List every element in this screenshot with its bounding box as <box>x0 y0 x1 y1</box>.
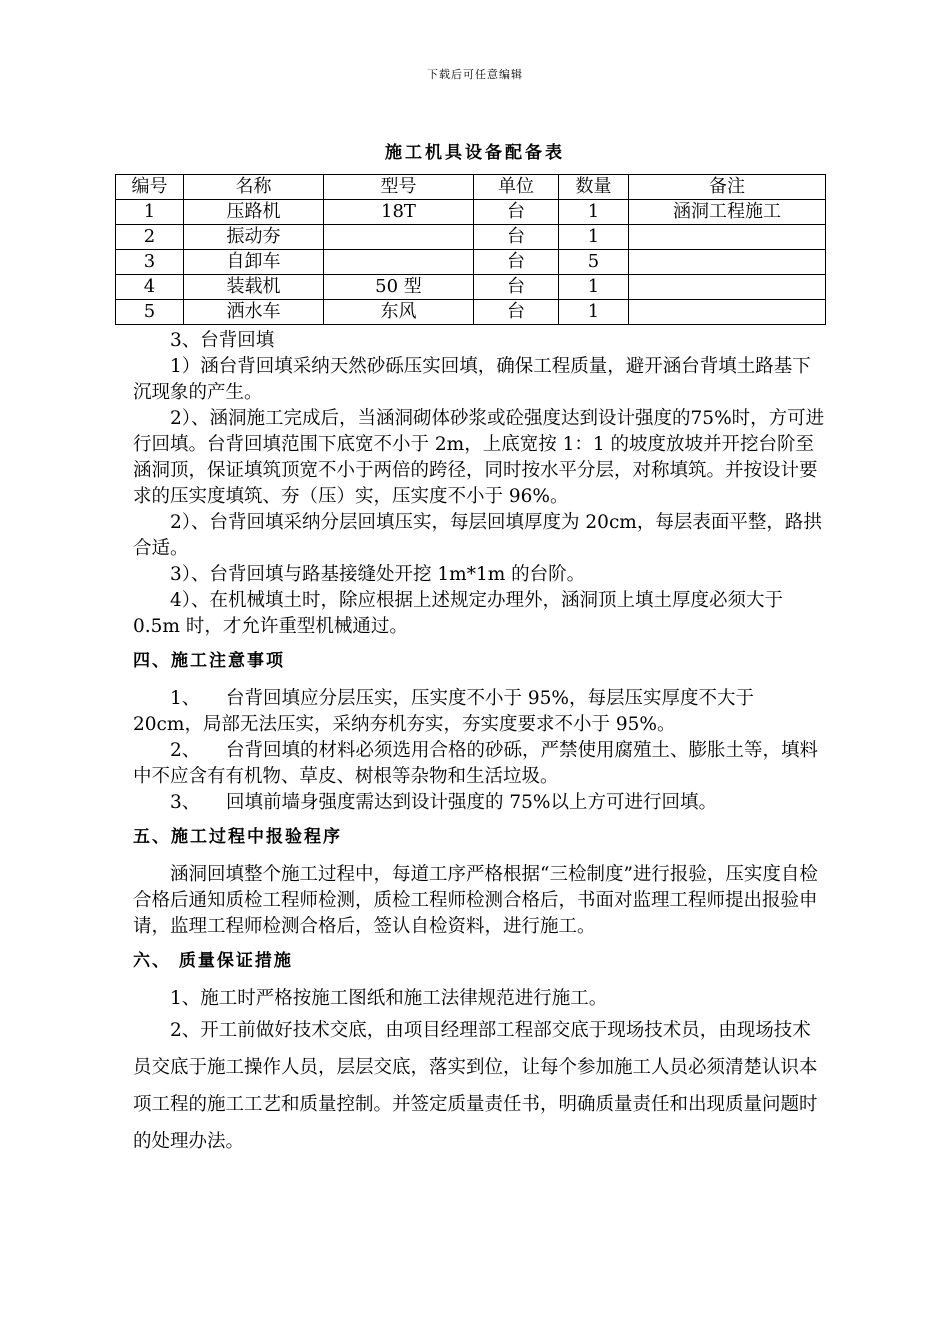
list-item <box>133 686 829 738</box>
equipment-table <box>115 174 826 325</box>
cell-quantity: 1 <box>559 225 629 250</box>
cell-quantity: 1 <box>559 275 629 300</box>
cell-number: 2 <box>116 225 184 250</box>
cell-unit: 台 <box>474 250 559 275</box>
section4-heading: 四、施工注意事项 <box>133 651 285 671</box>
table-row <box>116 250 826 275</box>
section3-paragraph: 2）、涵洞施工完成后，当涵洞砌体砂浆或砼强度达到设计强度的75%时，方可进行回填。台背回填范围下底宽不小于 2m，上底宽按 1：1 的坡度放坡并开挖台阶至涵洞顶，保证填筑顶宽不小于两倍的跨径，同时按水平分层，对称填筑。并按设计要求的压实度填筑、夯（压）实，压实度不小于 96%。 <box>133 408 825 507</box>
section6-paragraph: 2、开工前做好技术交底，由项目经理部工程部交底于现场技术员，由现场技术员交底于施工操作人员，层层交底，落实到位，让每个参加施工人员必须清楚认识本项工程的施工工艺和质量控制。并签定质量责任书，明确质量责任和出现质量问题时的处理办法。 <box>133 1020 818 1152</box>
cell-name: 压路机 <box>184 200 324 225</box>
cell-quantity: 1 <box>559 200 629 225</box>
cell-model: 50 型 <box>324 275 474 300</box>
list-item <box>133 738 829 790</box>
section6-paragraph: 1、施工时严格按施工图纸和施工法律规范进行施工。 <box>170 988 608 1009</box>
section3-heading: 3、台背回填 <box>170 330 275 351</box>
table-row <box>116 225 826 250</box>
cell-number: 5 <box>116 300 184 325</box>
col-header-model: 型号 <box>324 175 474 200</box>
section3-paragraph: 1）涵台背回填采纳天然砂砾压实回填，确保工程质量，避开涵台背填土路基下沉现象的产生。 <box>133 356 811 403</box>
cell-remark: 涵洞工程施工 <box>629 200 826 225</box>
cell-name: 装载机 <box>184 275 324 300</box>
table-header-row <box>116 175 826 200</box>
cell-unit: 台 <box>474 200 559 225</box>
cell-number: 3 <box>116 250 184 275</box>
header-note: 下载后可任意编辑 <box>427 68 523 81</box>
cell-model: 18T <box>324 200 474 225</box>
section3-paragraph: 4）、在机械填土时，除应根据上述规定办理外，涵洞顶上填土厚度必须大于 0.5m 时，才允许重型机械通过。 <box>133 590 784 637</box>
cell-number: 4 <box>116 275 184 300</box>
list-item <box>133 790 829 816</box>
table-row <box>116 275 826 300</box>
table-row <box>116 300 826 325</box>
document-body <box>133 328 829 1160</box>
col-header-name: 名称 <box>184 175 324 200</box>
list-item-text: 台背回填的材料必须选用合格的砂砾，严禁使用腐殖土、膨胀土等，填料中不应含有有机物、草皮、树根等杂物和生活垃圾。 <box>133 740 819 787</box>
cell-remark <box>629 225 826 250</box>
table-title: 施工机具设备配备表 <box>385 143 565 163</box>
cell-model <box>324 250 474 275</box>
table-row <box>116 200 826 225</box>
cell-model: 东风 <box>324 300 474 325</box>
cell-name: 自卸车 <box>184 250 324 275</box>
cell-number: 1 <box>116 200 184 225</box>
cell-quantity: 5 <box>559 250 629 275</box>
list-item-number: 3、 <box>170 792 201 813</box>
cell-name: 洒水车 <box>184 300 324 325</box>
cell-remark <box>629 250 826 275</box>
col-header-remark: 备注 <box>629 175 826 200</box>
list-item-number: 2、 <box>170 740 201 761</box>
cell-unit: 台 <box>474 225 559 250</box>
col-header-unit: 单位 <box>474 175 559 200</box>
section3-paragraph: 2）、台背回填采纳分层回填压实，每层回填厚度为 20cm，每层表面平整，路拱合适。 <box>133 512 822 559</box>
cell-remark <box>629 300 826 325</box>
section5-heading: 五、施工过程中报验程序 <box>133 827 342 847</box>
col-header-quantity: 数量 <box>559 175 629 200</box>
section5-paragraph: 涵洞回填整个施工过程中，每道工序严格根据“三检制度”进行报验，压实度自检合格后通知质检工程师检测，质检工程师检测合格后，书面对监理工程师提出报验申请，监理工程师检测合格后，签认自检资料，进行施工。 <box>133 864 818 937</box>
cell-remark <box>629 275 826 300</box>
section6-heading: 六、 质量保证措施 <box>133 951 293 971</box>
cell-unit: 台 <box>474 275 559 300</box>
cell-unit: 台 <box>474 300 559 325</box>
cell-name: 振动夯 <box>184 225 324 250</box>
section3-paragraph: 3）、台背回填与路基接缝处开挖 1m*1m 的台阶。 <box>170 564 586 585</box>
col-header-number: 编号 <box>116 175 184 200</box>
section6-body <box>133 986 829 1160</box>
list-item-number: 1、 <box>170 688 201 709</box>
list-item-text: 台背回填应分层压实，压实度不小于 95%，每层压实厚度不大于 20cm，局部无法压实，采纳夯机夯实，夯实度要求不小于 95%。 <box>133 688 755 735</box>
cell-quantity: 1 <box>559 300 629 325</box>
list-item-text: 回填前墙身强度需达到设计强度的 75%以上方可进行回填。 <box>226 792 718 813</box>
cell-model <box>324 225 474 250</box>
